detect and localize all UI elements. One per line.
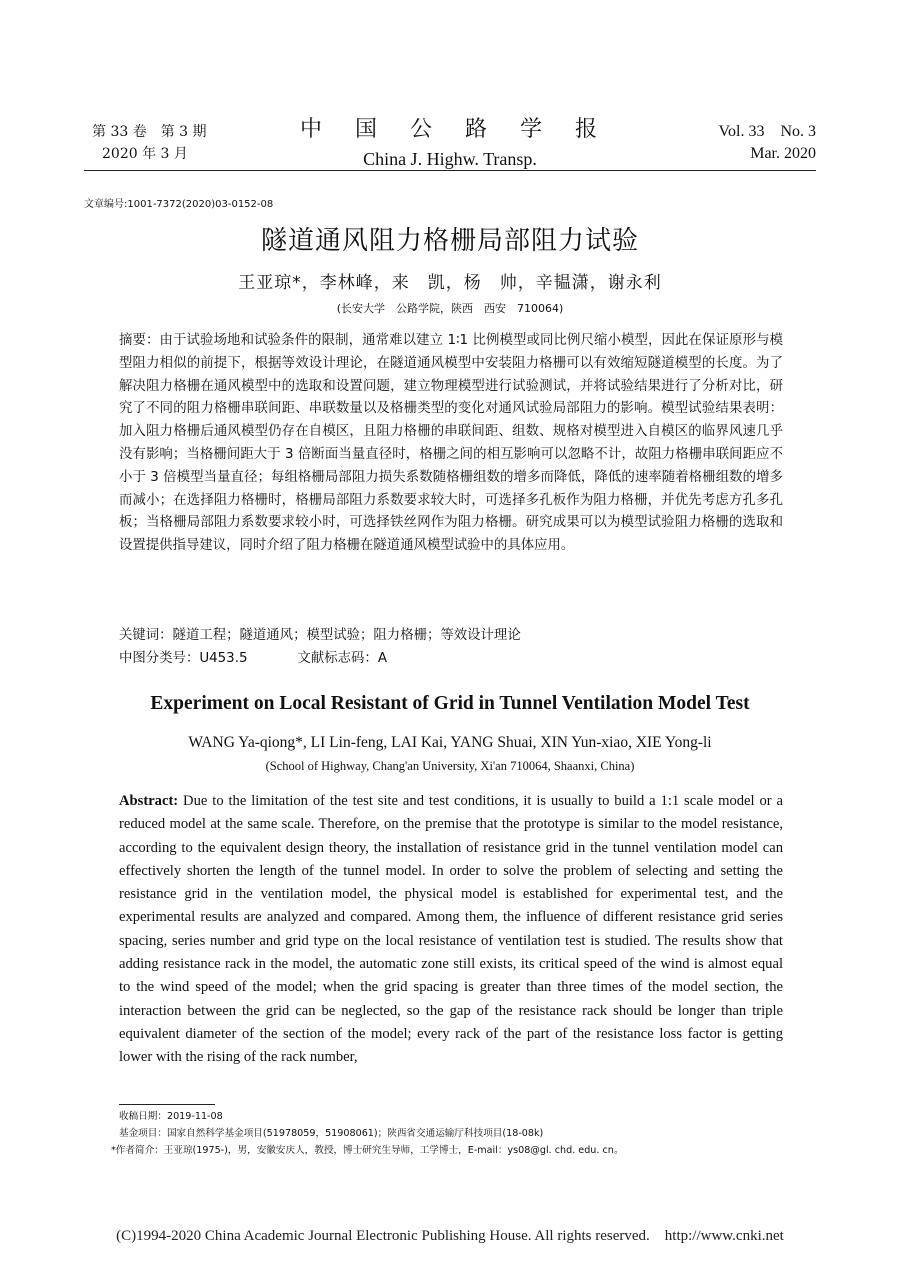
document-code: 文献标志码：A [297,651,387,666]
journal-name-cn: 中 国 公 路 学 报 [300,117,610,142]
header-rule [84,170,816,171]
abstract-en-body: Due to the limitation of the test site and test conditions, it is usually to build a 1:1 scale model or a reduced model at the same scale. Therefore, on the premise that the prototype is similar to the model resistance, according to the equivalent design theory, the installation of resistance grid in the tunnel ventilation model can effectively shorten the length of the tunnel model. In order to solve the problem of selecting and setting the resistance grid in the ventilation model, the physical model is established for experimental test, and the experimental results are analyzed and compared. Among them, the influence of different resistance grid series spacing, series number and grid type on the local resistance of ventilation test is studied. The results show that adding resistance rack in the model, the automatic zone still exists, its critical speed of the wind is almost equal to the wind speed of the model; when the grid spacing is greater than three times of the model section, the interaction between the grid can be neglected, so the gap of the resistance rack should be longer than triple equivalent diameter of the section of the model; every rack of the part of the resistance loss factor is getting lower with the rising of the rack number, [119,793,783,1066]
affiliation-cn: (长安大学 公路学院，陕西 西安 710064) [336,302,564,315]
classification-line [119,648,387,671]
clc-number: 中图分类号：U453.5 [119,651,248,666]
volume-issue-en: Vol. 33 No. 3 [718,123,816,140]
abstract-cn: 摘要：由于试验场地和试验条件的限制，通常难以建立 1∶1 比例模型或同比例尺缩小模型，因此在保证原形与模型阻力相似的前提下，根据等效设计理论，在隧道通风模型中安装阻力格栅可以有效缩短隧道模型的长度。为了解决阻力格栅在通风模型中的选取和设置问题，建立物理模型进行试验测试，并将试验结果进行了分析对比，研究了不同的阻力格栅串联间距、串联数量以及格栅类型的变化对通风试验局部阻力的影响。模型试验结果表明：加入阻力格栅后通风模型仍存在自模区，且阻力格栅的串联间距、组数、规格对模型进入自模区的临界风速几乎没有影响；当格栅间距大于 3 倍断面当量直径时，格栅之间的相互影响可以忽略不计，故阻力格栅串联间距应不小于 3 倍模型当量直径；每组格栅局部阻力损失系数随格栅组数的增多而降低，降低的速率随着格栅组数的增多而减小；在选择阻力格栅时，格栅局部阻力系数要求较大时，可选择多孔板作为阻力格栅，并优先考虑方孔多孔板；当格栅局部阻力系数要求较小时，可选择铁丝网作为阻力格栅。研究成果可以为模型试验阻力格栅的选取和设置提供指导建议，同时介绍了阻力格栅在隧道通风模型试验中的具体应用。 [119,333,783,554]
affiliation-en: (School of Highway, Chang'an University, Xi'an 710064, Shaanxi, China) [265,759,635,773]
footnote-rule [119,1104,215,1105]
authors-cn: 王亚琼*，李林峰，来 凯，杨 帅，辛韫潇，谢永利 [238,273,662,293]
keywords-cn: 关键词：隧道工程；隧道通风；模型试验；阻力格栅；等效设计理论 [119,628,521,643]
volume-issue: 第 33 卷 第 3 期 [92,124,207,140]
journal-name-en: China J. Highw. Transp. [363,149,537,169]
running-head-right [719,121,817,165]
authors-en: WANG Ya-qiong*, LI Lin-feng, LAI Kai, YANG Shuai, XIN Yun-xiao, XIE Yong-li [188,734,712,751]
footnotes [111,1108,799,1159]
issue-date-cn: 2020 年 3 月 [102,146,188,162]
abstract-en [119,790,783,1070]
footnote-fund: 基金项目：国家自然科学基金项目(51978059，51908061)；陕西省交通运输厅科技项目(18-08k) [119,1128,544,1139]
footnote-received: 收稿日期：2019-11-08 [119,1111,223,1122]
article-number: 文章编号:1001-7372(2020)03-0152-08 [84,199,274,210]
copyright-line: (C)1994-2020 China Academic Journal Electronic Publishing House. All rights reserved. http://www.cnki.net [116,1228,784,1244]
abstract-en-label: Abstract: [119,793,179,809]
issue-date-en: Mar. 2020 [750,145,816,162]
paper-title-cn: 隧道通风阻力格栅局部阻力试验 [260,226,639,256]
footnote-author-bio: *作者简介：王亚琼(1975-)，男，安徽安庆人，教授，博士研究生导师，工学博士，E-mail：ys08@gl. chd. edu. cn。 [111,1145,624,1156]
paper-title-en: Experiment on Local Resistant of Grid in Tunnel Ventilation Model Test [150,693,750,714]
